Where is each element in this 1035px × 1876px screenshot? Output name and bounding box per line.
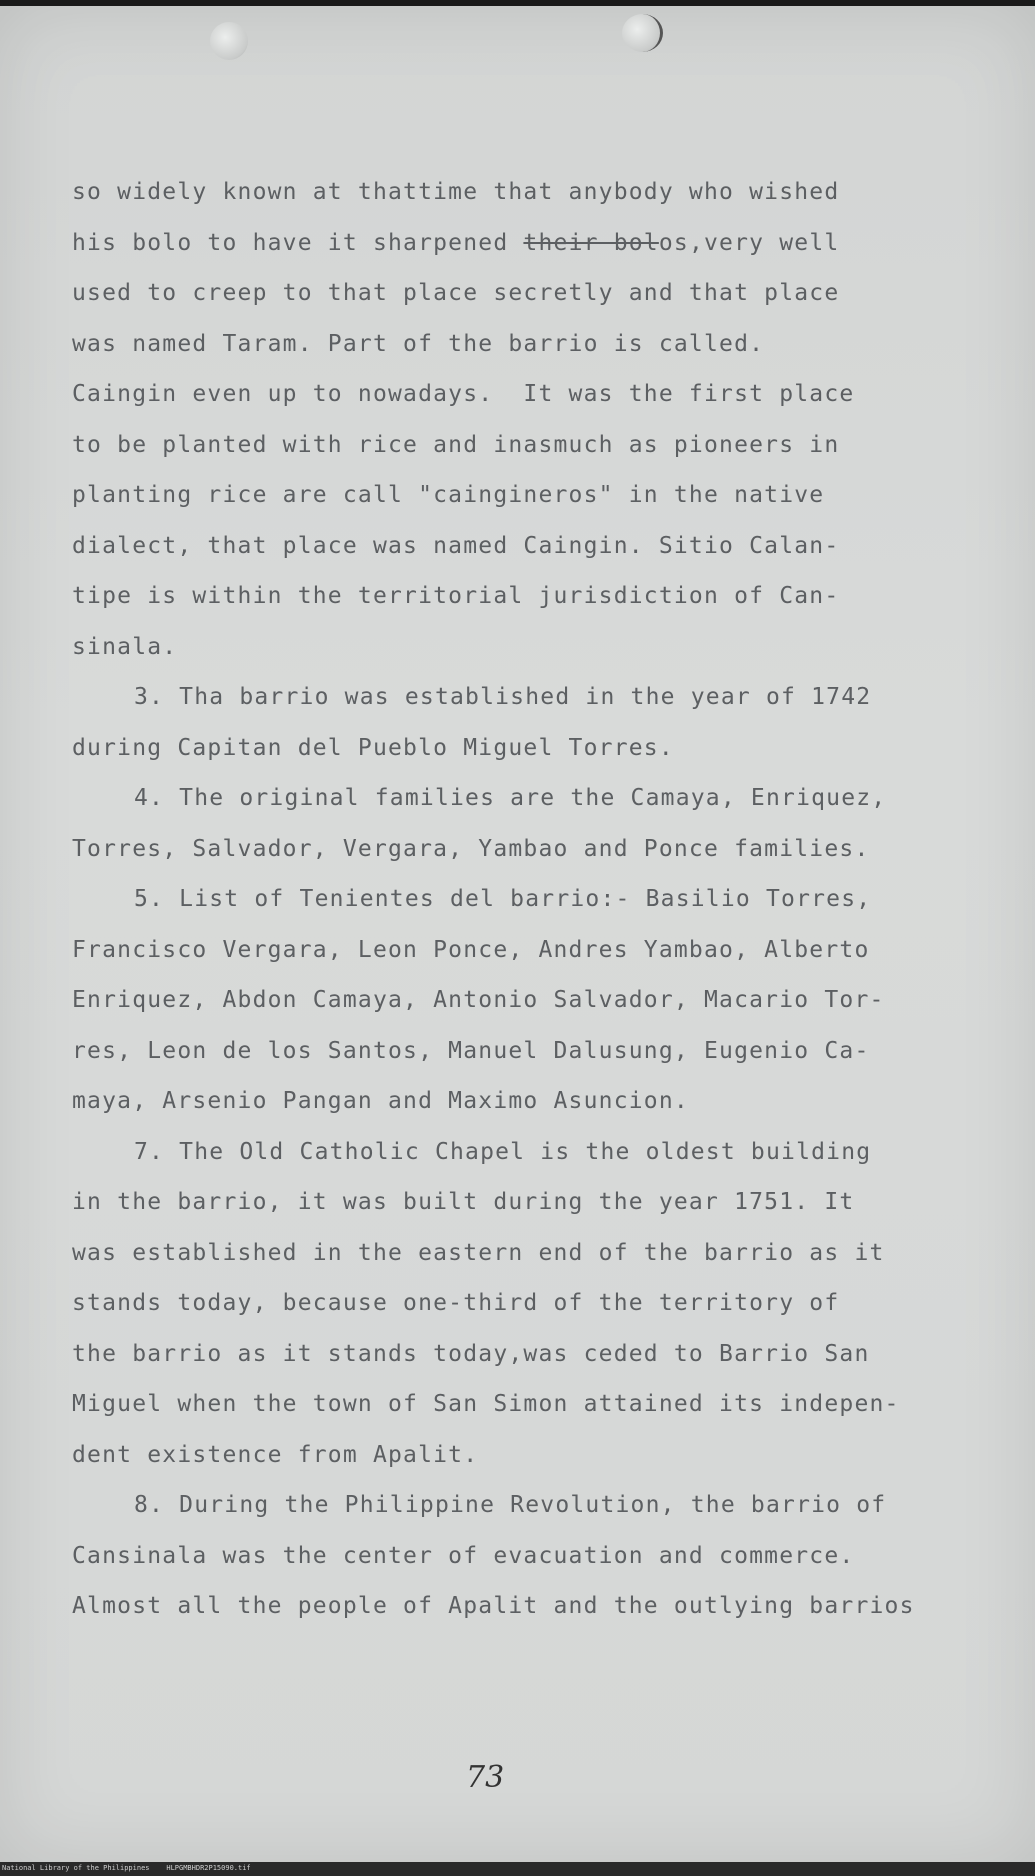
text-line xyxy=(72,677,952,728)
line-text: 8. During the Philippine Revolution, the barrio of xyxy=(134,1492,887,1518)
page-number: 73 xyxy=(466,1760,505,1795)
line-text: to be planted with rice and inasmuch as pioneers in xyxy=(72,431,840,458)
text-line xyxy=(72,980,952,1031)
line-text: in the barrio, it was built during the year 1751. It xyxy=(72,1189,855,1215)
struck-text: their bol xyxy=(523,229,659,256)
text-line xyxy=(72,223,952,274)
text-line xyxy=(72,778,952,829)
line-text: his bolo to have it sharpened xyxy=(72,229,524,256)
scan-footer: National Library of the Philippines HLPGMBHDR2P15090.tif xyxy=(2,1864,251,1872)
document-body xyxy=(72,172,952,1637)
text-line xyxy=(72,425,952,476)
text-line xyxy=(72,374,952,425)
text-line xyxy=(72,728,952,779)
line-text: res, Leon de los Santos, Manuel Dalusung, Eugenio Ca- xyxy=(72,1037,870,1064)
text-line xyxy=(72,879,952,930)
text-line xyxy=(72,829,952,880)
line-text: 4. The original families are the Camaya, Enriquez, xyxy=(134,785,887,811)
line-text: 3. Tha barrio was established in the year of 1742 xyxy=(134,684,872,710)
line-text: used to creep to that place secretly and that place xyxy=(72,280,840,306)
text-line xyxy=(72,324,952,375)
line-text-continued: os,very well xyxy=(658,229,840,256)
text-line xyxy=(72,273,952,324)
text-line xyxy=(72,475,952,526)
line-text: Torres, Salvador, Vergara, Yambao and Ponce families. xyxy=(72,835,870,862)
line-text: during Capitan del Pueblo Miguel Torres. xyxy=(72,734,674,761)
line-text: planting rice are call "caingineros" in the native xyxy=(72,482,825,508)
text-line xyxy=(72,627,952,678)
line-text: the barrio as it stands today,was ceded to Barrio San xyxy=(72,1340,870,1367)
line-text: 5. List of Tenientes del barrio:- Basilio Torres, xyxy=(134,886,872,912)
text-line xyxy=(72,1485,952,1536)
text-line xyxy=(72,1031,952,1082)
punch-hole-left xyxy=(210,22,248,60)
line-text: Caingin even up to nowadays. It was the first place xyxy=(72,381,855,407)
text-line xyxy=(72,930,952,981)
line-text: Francisco Vergara, Leon Ponce, Andres Yambao, Alberto xyxy=(72,936,870,963)
text-line xyxy=(72,172,952,223)
text-line xyxy=(72,576,952,627)
text-line xyxy=(72,1182,952,1233)
line-text: stands today, because one-third of the territory of xyxy=(72,1290,840,1316)
text-line xyxy=(72,1233,952,1284)
line-text: Enriquez, Abdon Camaya, Antonio Salvador, Macario Tor- xyxy=(72,987,885,1013)
line-text: dent existence from Apalit. xyxy=(72,1441,479,1468)
line-text: Miguel when the town of San Simon attained its indepen- xyxy=(72,1391,900,1417)
line-text: dialect, that place was named Caingin. Sitio Calan- xyxy=(72,532,840,559)
text-line xyxy=(72,1536,952,1587)
line-text: maya, Arsenio Pangan and Maximo Asuncion. xyxy=(72,1088,689,1114)
line-text: sinala. xyxy=(72,633,178,660)
text-line xyxy=(72,1132,952,1183)
line-text: so widely known at thattime that anybody who wished xyxy=(72,179,840,205)
text-line xyxy=(72,1283,952,1334)
text-line xyxy=(72,526,952,577)
text-line xyxy=(72,1435,952,1486)
line-text: Almost all the people of Apalit and the outlying barrios xyxy=(72,1593,915,1619)
text-line xyxy=(72,1334,952,1385)
punch-hole-right xyxy=(622,14,663,52)
text-line xyxy=(72,1586,952,1637)
line-text: was named Taram. Part of the barrio is called. xyxy=(72,330,765,357)
line-text: was established in the eastern end of the barrio as it xyxy=(72,1239,885,1266)
text-line xyxy=(72,1081,952,1132)
text-line xyxy=(72,1384,952,1435)
line-text: Cansinala was the center of evacuation and commerce. xyxy=(72,1542,855,1569)
line-text: tipe is within the territorial jurisdiction of Can- xyxy=(72,583,840,609)
line-text: 7. The Old Catholic Chapel is the oldest building xyxy=(134,1138,872,1165)
